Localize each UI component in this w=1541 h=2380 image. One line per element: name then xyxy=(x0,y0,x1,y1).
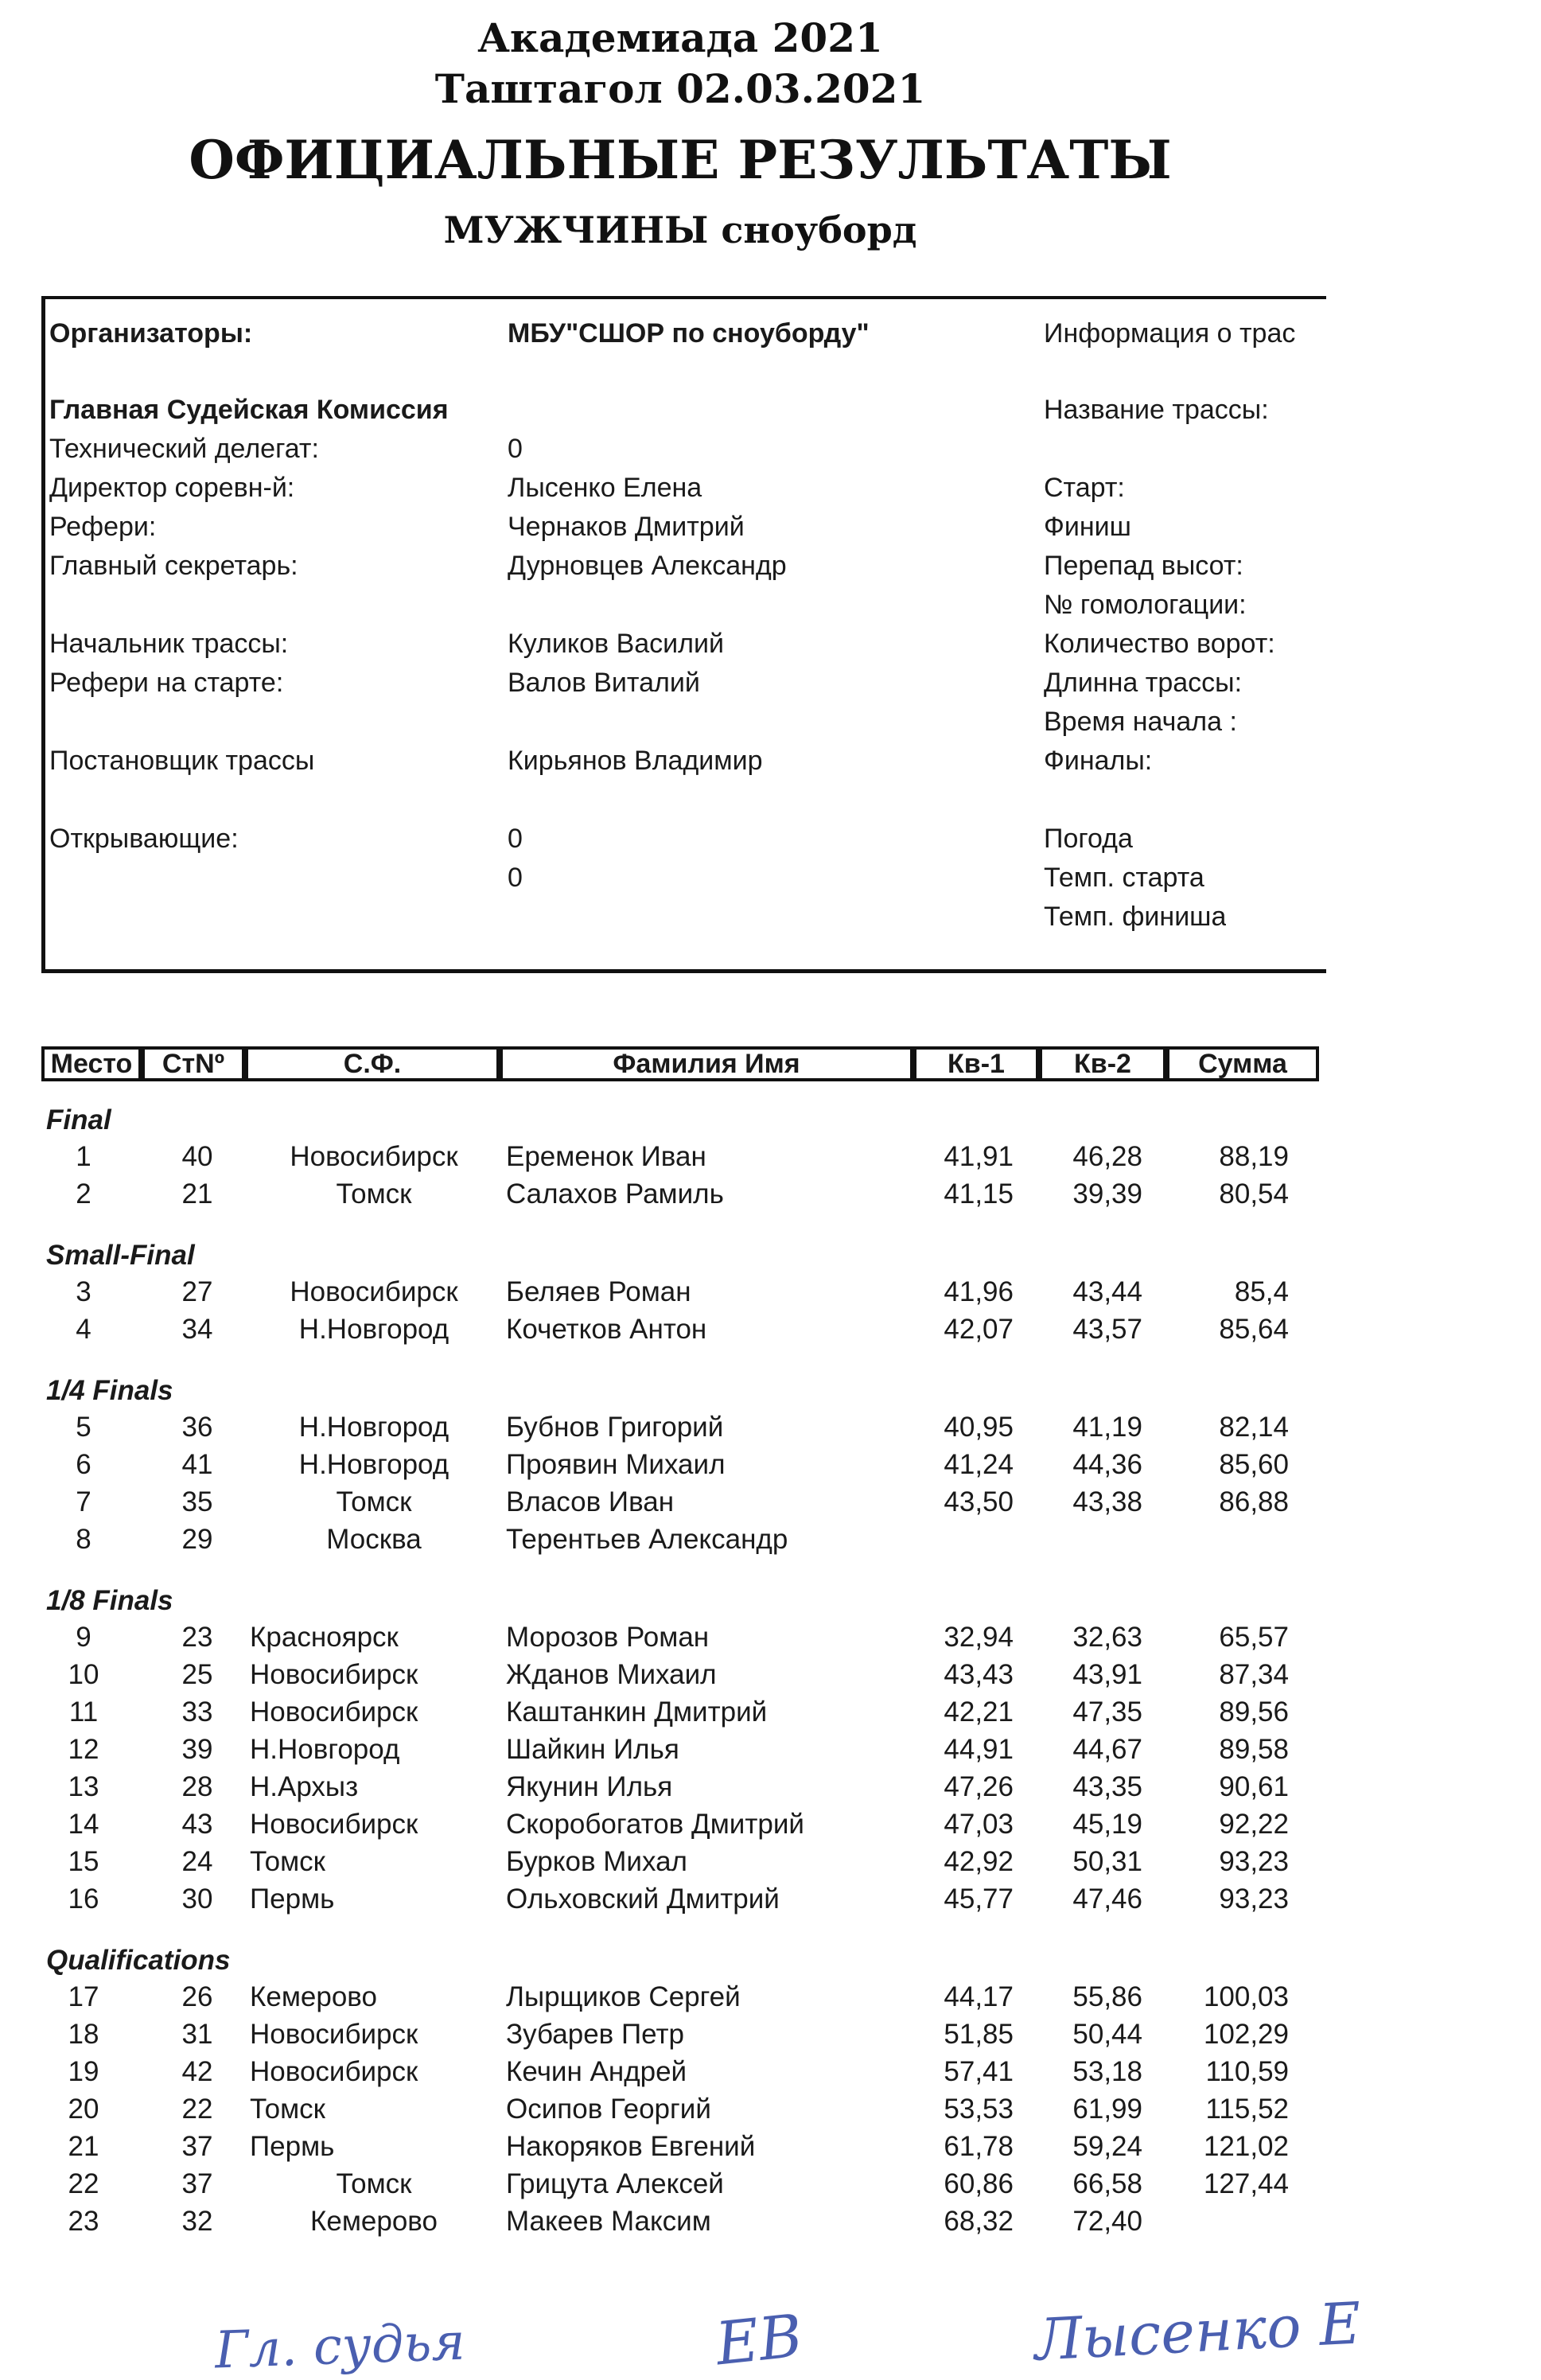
name-cell: Бурков Михал xyxy=(506,1846,687,1877)
info-label: Главная Судейская Комиссия xyxy=(49,395,449,425)
start-number-cell: 42 xyxy=(181,2056,213,2087)
info-right-label: Количество ворот: xyxy=(1044,629,1275,659)
sum-cell: 85,4 xyxy=(1234,1276,1289,1307)
place-cell: 3 xyxy=(76,1276,91,1307)
place-cell: 10 xyxy=(68,1659,99,1690)
start-number-cell: 34 xyxy=(181,1314,213,1345)
start-number-cell: 30 xyxy=(181,1883,213,1915)
qual2-cell: 43,35 xyxy=(1072,1771,1142,1802)
sum-cell: 85,64 xyxy=(1219,1314,1289,1345)
sum-cell: 65,57 xyxy=(1219,1622,1289,1653)
place-cell: 6 xyxy=(76,1449,91,1480)
info-value: 0 xyxy=(508,863,523,893)
city-cell: Томск xyxy=(250,2094,325,2125)
qual1-cell: 32,94 xyxy=(944,1622,1014,1653)
sum-cell: 127,44 xyxy=(1203,2168,1289,2199)
start-number-cell: 21 xyxy=(181,1178,213,1209)
start-number-cell: 28 xyxy=(181,1771,213,1802)
info-label: Начальник трассы: xyxy=(49,629,289,659)
qual2-cell: 43,38 xyxy=(1072,1486,1142,1517)
qual1-cell: 44,91 xyxy=(944,1734,1014,1765)
column-header: Кв-2 xyxy=(1039,1046,1166,1081)
sum-cell: 85,60 xyxy=(1219,1449,1289,1480)
info-label: Рефери на старте: xyxy=(49,668,284,698)
name-cell: Зубарев Петр xyxy=(506,2019,684,2050)
city-cell: Н.Архыз xyxy=(250,1771,359,1802)
info-right-label: Темп. старта xyxy=(1044,863,1204,893)
place-cell: 13 xyxy=(68,1771,99,1802)
info-right-label: Время начала : xyxy=(1044,707,1237,737)
start-number-cell: 43 xyxy=(181,1809,213,1840)
qual1-cell: 47,03 xyxy=(944,1809,1014,1840)
city-cell: Н.Новгород xyxy=(298,1412,449,1443)
column-header: Сумма xyxy=(1166,1046,1319,1081)
info-value: 0 xyxy=(508,824,523,854)
section-title: Small-Final xyxy=(46,1240,195,1271)
qual2-cell: 43,57 xyxy=(1072,1314,1142,1345)
place-cell: 5 xyxy=(76,1412,91,1443)
info-right-label: Название трассы: xyxy=(1044,395,1269,425)
start-number-cell: 36 xyxy=(181,1412,213,1443)
info-label: Главный секретарь: xyxy=(49,551,298,581)
qual1-cell: 41,96 xyxy=(944,1276,1014,1307)
place-cell: 14 xyxy=(68,1809,99,1840)
info-label: Открывающие: xyxy=(49,824,239,854)
qual2-cell: 61,99 xyxy=(1072,2094,1142,2125)
qual2-cell: 44,36 xyxy=(1072,1449,1142,1480)
city-cell: Томск xyxy=(250,1846,325,1877)
section-title: 1/8 Finals xyxy=(46,1585,173,1616)
name-cell: Шайкин Илья xyxy=(506,1734,679,1765)
name-cell: Морозов Роман xyxy=(506,1622,710,1653)
qual2-cell: 72,40 xyxy=(1072,2206,1142,2237)
sum-cell: 88,19 xyxy=(1219,1141,1289,1172)
qual2-cell: 39,39 xyxy=(1072,1178,1142,1209)
qual2-cell: 53,18 xyxy=(1072,2056,1142,2087)
name-cell: Еременок Иван xyxy=(506,1141,706,1172)
column-header: СтNº xyxy=(142,1046,245,1081)
start-number-cell: 29 xyxy=(181,1524,213,1555)
name-cell: Скоробогатов Дмитрий xyxy=(506,1809,804,1840)
qual2-cell: 59,24 xyxy=(1072,2131,1142,2162)
place-cell: 4 xyxy=(76,1314,91,1345)
city-cell: Н.Новгород xyxy=(298,1449,449,1480)
sum-cell: 100,03 xyxy=(1203,1981,1289,2012)
city-cell: Томск xyxy=(336,1178,412,1209)
page-subtitle: МУЖЧИНЫ сноуборд xyxy=(443,208,917,251)
sum-cell: 89,56 xyxy=(1219,1696,1289,1728)
start-number-cell: 41 xyxy=(181,1449,213,1480)
qual1-cell: 41,24 xyxy=(944,1449,1014,1480)
qual2-cell: 47,35 xyxy=(1072,1696,1142,1728)
info-right-label: Погода xyxy=(1044,824,1133,854)
section-title: 1/4 Finals xyxy=(46,1375,173,1406)
start-number-cell: 37 xyxy=(181,2131,213,2162)
qual1-cell: 41,15 xyxy=(944,1178,1014,1209)
place-cell: 22 xyxy=(68,2168,99,2199)
qual1-cell: 43,43 xyxy=(944,1659,1014,1690)
sum-cell: 90,61 xyxy=(1219,1771,1289,1802)
info-right-label: Длинна трассы: xyxy=(1044,668,1243,698)
qual1-cell: 51,85 xyxy=(944,2019,1014,2050)
city-cell: Москва xyxy=(326,1524,422,1555)
city-cell: Новосибирск xyxy=(250,2056,418,2087)
sum-cell: 102,29 xyxy=(1203,2019,1289,2050)
name-cell: Кочетков Антон xyxy=(506,1314,707,1345)
name-cell: Лырщиков Сергей xyxy=(506,1981,741,2012)
sum-cell: 86,88 xyxy=(1219,1486,1289,1517)
event-place-date: Таштагол 02.03.2021 xyxy=(434,65,926,112)
city-cell: Новосибирск xyxy=(250,1659,418,1690)
sum-cell: 80,54 xyxy=(1219,1178,1289,1209)
info-label: Директор соревн-й: xyxy=(49,473,295,503)
start-number-cell: 37 xyxy=(181,2168,213,2199)
qual2-cell: 50,31 xyxy=(1072,1846,1142,1877)
qual1-cell: 42,92 xyxy=(944,1846,1014,1877)
name-cell: Проявин Михаил xyxy=(506,1449,726,1480)
info-right-label: Старт: xyxy=(1044,473,1125,503)
start-number-cell: 23 xyxy=(181,1622,213,1653)
sum-cell: 87,34 xyxy=(1219,1659,1289,1690)
qual1-cell: 41,91 xyxy=(944,1141,1014,1172)
qual2-cell: 43,44 xyxy=(1072,1276,1142,1307)
qual1-cell: 47,26 xyxy=(944,1771,1014,1802)
city-cell: Новосибирск xyxy=(290,1141,458,1172)
qual1-cell: 68,32 xyxy=(944,2206,1014,2237)
city-cell: Новосибирск xyxy=(250,1696,418,1728)
name-cell: Накоряков Евгений xyxy=(506,2131,756,2162)
place-cell: 2 xyxy=(76,1178,91,1209)
name-cell: Беляев Роман xyxy=(506,1276,691,1307)
city-cell: Красноярск xyxy=(250,1622,399,1653)
info-value: Куликов Василий xyxy=(508,629,724,659)
start-number-cell: 24 xyxy=(181,1846,213,1877)
start-number-cell: 31 xyxy=(181,2019,213,2050)
qual1-cell: 40,95 xyxy=(944,1412,1014,1443)
info-right-label: № гомологации: xyxy=(1044,590,1247,620)
place-cell: 18 xyxy=(68,2019,99,2050)
place-cell: 20 xyxy=(68,2094,99,2125)
info-value: 0 xyxy=(508,434,523,464)
column-header: С.Ф. xyxy=(245,1046,500,1081)
place-cell: 7 xyxy=(76,1486,91,1517)
info-value: Дурновцев Александр xyxy=(508,551,787,581)
qual2-cell: 45,19 xyxy=(1072,1809,1142,1840)
start-number-cell: 27 xyxy=(181,1276,213,1307)
qual2-cell: 44,67 xyxy=(1072,1734,1142,1765)
start-number-cell: 35 xyxy=(181,1486,213,1517)
place-cell: 21 xyxy=(68,2131,99,2162)
judge-signature-label: Гл. судья xyxy=(213,2312,466,2380)
name-cell: Кечин Андрей xyxy=(506,2056,687,2087)
start-number-cell: 22 xyxy=(181,2094,213,2125)
qual2-cell: 43,91 xyxy=(1072,1659,1142,1690)
name-cell: Макеев Максим xyxy=(506,2206,711,2237)
name-cell: Салахов Рамиль xyxy=(506,1178,724,1209)
qual1-cell: 42,07 xyxy=(944,1314,1014,1345)
name-cell: Терентьев Александр xyxy=(506,1524,788,1555)
judge-signature-initials: ЕВ xyxy=(712,2301,806,2379)
info-label: Организаторы: xyxy=(49,318,253,349)
column-header: Фамилия Имя xyxy=(500,1046,913,1081)
place-cell: 16 xyxy=(68,1883,99,1915)
start-number-cell: 40 xyxy=(181,1141,213,1172)
qual1-cell: 61,78 xyxy=(944,2131,1014,2162)
place-cell: 17 xyxy=(68,1981,99,2012)
place-cell: 23 xyxy=(68,2206,99,2237)
start-number-cell: 39 xyxy=(181,1734,213,1765)
start-number-cell: 25 xyxy=(181,1659,213,1690)
qual1-cell: 57,41 xyxy=(944,2056,1014,2087)
section-title: Final xyxy=(46,1104,111,1135)
city-cell: Новосибирск xyxy=(250,1809,418,1840)
info-right-label: Темп. финиша xyxy=(1044,902,1227,932)
city-cell: Пермь xyxy=(250,2131,335,2162)
info-right-label: Перепад высот: xyxy=(1044,551,1243,581)
column-header: Кв-1 xyxy=(913,1046,1039,1081)
place-cell: 9 xyxy=(76,1622,91,1653)
name-cell: Жданов Михаил xyxy=(506,1659,717,1690)
sum-cell: 82,14 xyxy=(1219,1412,1289,1443)
qual1-cell: 60,86 xyxy=(944,2168,1014,2199)
name-cell: Якунин Илья xyxy=(506,1771,673,1802)
qual2-cell: 66,58 xyxy=(1072,2168,1142,2199)
name-cell: Грицута Алексей xyxy=(506,2168,724,2199)
name-cell: Осипов Георгий xyxy=(506,2094,711,2125)
qual1-cell: 44,17 xyxy=(944,1981,1014,2012)
column-header: Место xyxy=(41,1046,142,1081)
judge-signature-name: Лысенко Е xyxy=(1033,2289,1363,2374)
info-value: Лысенко Елена xyxy=(508,473,702,503)
name-cell: Бубнов Григорий xyxy=(506,1412,724,1443)
info-value: Чернаков Дмитрий xyxy=(508,512,745,542)
info-label: Постановщик трассы xyxy=(49,746,315,776)
city-cell: Кемерово xyxy=(250,1981,377,2012)
info-label: Рефери: xyxy=(49,512,157,542)
place-cell: 15 xyxy=(68,1846,99,1877)
city-cell: Новосибирск xyxy=(250,2019,418,2050)
city-cell: Пермь xyxy=(250,1883,335,1915)
city-cell: Томск xyxy=(336,2168,412,2199)
sum-cell: 93,23 xyxy=(1219,1883,1289,1915)
city-cell: Кемерово xyxy=(310,2206,438,2237)
sum-cell: 110,59 xyxy=(1205,2056,1289,2087)
city-cell: Новосибирск xyxy=(290,1276,458,1307)
qual1-cell: 43,50 xyxy=(944,1486,1014,1517)
info-right-label: Финиш xyxy=(1044,512,1131,542)
sum-cell: 115,52 xyxy=(1205,2094,1289,2125)
start-number-cell: 33 xyxy=(181,1696,213,1728)
info-label: Технический делегат: xyxy=(49,434,319,464)
info-value: Кирьянов Владимир xyxy=(508,746,763,776)
info-value: Валов Виталий xyxy=(508,668,700,698)
place-cell: 1 xyxy=(76,1141,91,1172)
page-title: ОФИЦИАЛЬНЫЕ РЕЗУЛЬТАТЫ xyxy=(189,129,1172,191)
qual2-cell: 41,19 xyxy=(1072,1412,1142,1443)
name-cell: Власов Иван xyxy=(506,1486,675,1517)
city-cell: Томск xyxy=(336,1486,412,1517)
qual2-cell: 55,86 xyxy=(1072,1981,1142,2012)
qual2-cell: 32,63 xyxy=(1072,1622,1142,1653)
qual1-cell: 45,77 xyxy=(944,1883,1014,1915)
sum-cell: 121,02 xyxy=(1203,2131,1289,2162)
qual2-cell: 47,46 xyxy=(1072,1883,1142,1915)
qual1-cell: 42,21 xyxy=(944,1696,1014,1728)
city-cell: Н.Новгород xyxy=(250,1734,400,1765)
place-cell: 8 xyxy=(76,1524,91,1555)
qual2-cell: 50,44 xyxy=(1072,2019,1142,2050)
info-right-label: Финалы: xyxy=(1044,746,1153,776)
event-title: Академиада 2021 xyxy=(477,14,883,61)
name-cell: Ольховский Дмитрий xyxy=(506,1883,780,1915)
sum-cell: 89,58 xyxy=(1219,1734,1289,1765)
qual1-cell: 53,53 xyxy=(944,2094,1014,2125)
info-value: МБУ"СШОР по сноуборду" xyxy=(508,318,870,349)
qual2-cell: 46,28 xyxy=(1072,1141,1142,1172)
place-cell: 12 xyxy=(68,1734,99,1765)
start-number-cell: 32 xyxy=(181,2206,213,2237)
info-right-label: Информация о трас xyxy=(1044,318,1296,349)
city-cell: Н.Новгород xyxy=(298,1314,449,1345)
place-cell: 11 xyxy=(68,1696,99,1728)
sum-cell: 92,22 xyxy=(1219,1809,1289,1840)
name-cell: Каштанкин Дмитрий xyxy=(506,1696,768,1728)
place-cell: 19 xyxy=(68,2056,99,2087)
section-title: Qualifications xyxy=(46,1945,231,1976)
sum-cell: 93,23 xyxy=(1219,1846,1289,1877)
start-number-cell: 26 xyxy=(181,1981,213,2012)
